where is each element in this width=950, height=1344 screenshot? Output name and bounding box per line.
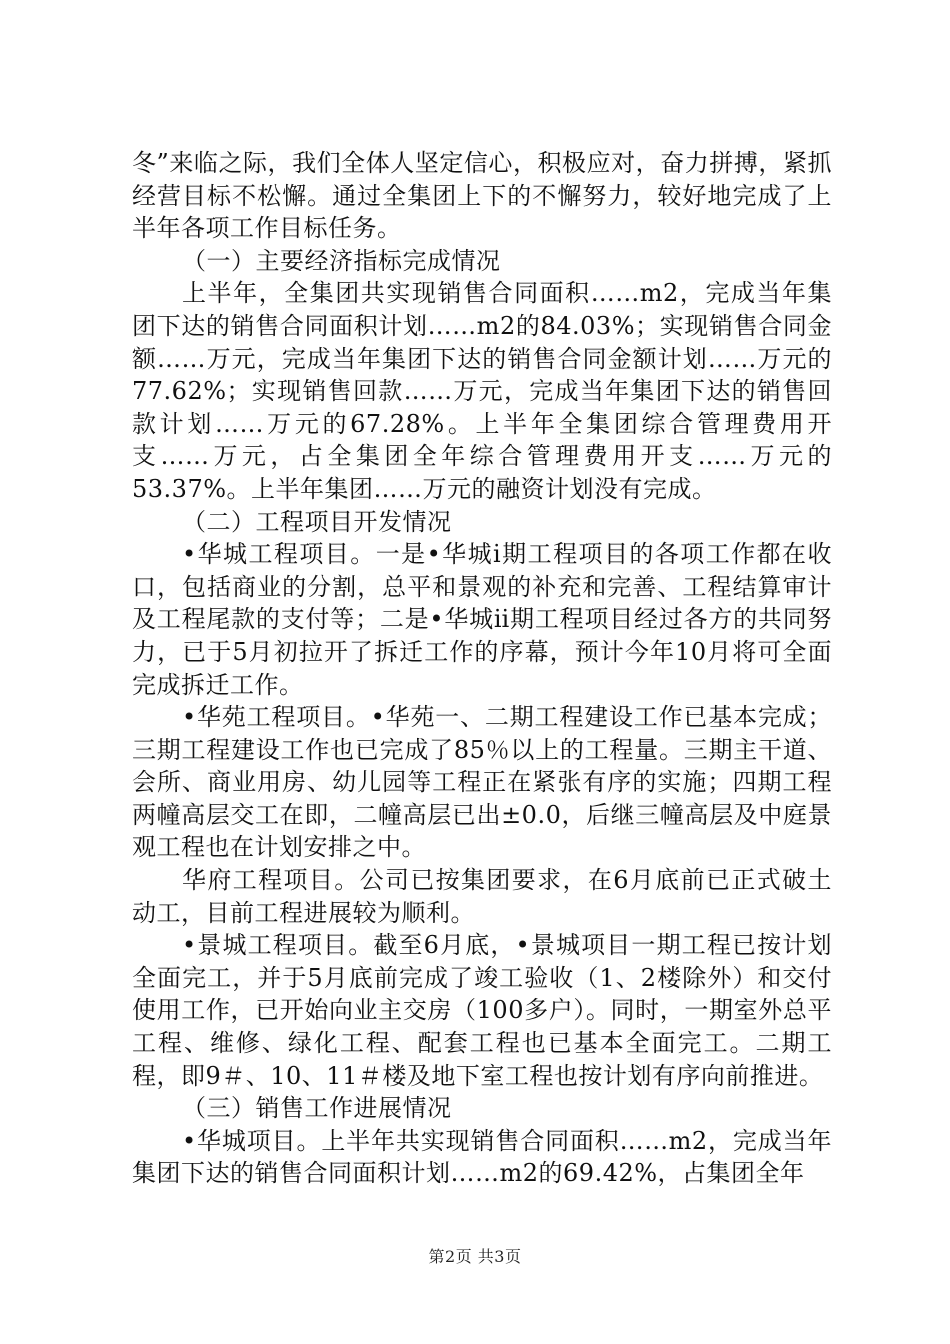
paragraph-huacheng-sales: •华城项目。上半年共实现销售合同面积……m2，完成当年集团下达的销售合同面积计划……m2的69.42%，占集团全年 xyxy=(132,1126,832,1188)
document-body xyxy=(132,147,832,1190)
paragraph-intro: 冬”来临之际，我们全体人坚定信心，积极应对，奋力拼搏，紧抓经营目标不松懈。通过全集团上下的不懈努力，较好地完成了上半年各项工作目标任务。 xyxy=(132,149,832,243)
paragraph-huafu-project: 华府工程项目。公司已按集团要求，在6月底前已正式破土动工，目前工程进展较为顺利。 xyxy=(132,866,832,927)
section-heading-sales-progress: （三）销售工作进展情况 xyxy=(182,1094,452,1123)
paragraph-huayuan-project: •华苑工程项目。•华苑一、二期工程建设工作已基本完成；三期工程建设工作也已完成了85％以上的工程量。三期主干道、会所、商业用房、幼儿园等工程正在紧张有序的实施；四期工程两幢高层交工在即，二幢高层已出±0.0，后继三幢高层及中庭景观工程也在计划安排之中。 xyxy=(132,703,832,862)
section-heading-project-development: （二）工程项目开发情况 xyxy=(182,507,452,536)
paragraph-economic-indicators: 上半年，全集团共实现销售合同面积……m2，完成当年集团下达的销售合同面积计划……m2的84.03%；实现销售合同金额……万元，完成当年集团下达的销售合同金额计划……万元的77.62%；实现销售回款……万元，完成当年集团下达的销售回款计划……万元的67.28%。上半年全集团综合管理费用开支……万元，占全集团全年综合管理费用开支……万元的53.37%。上半年集团……万元的融资计划没有完成。 xyxy=(132,279,832,503)
paragraph-jingcheng-project: •景城工程项目。截至6月底，•景城项目一期工程已按计划全面完工，并于5月底前完成了竣工验收（1、2楼除外）和交付使用工作，已开始向业主交房（100多户）。同时，一期室外总平工程、维修、绿化工程、配套工程也已基本全面完工。二期工程，即9＃、10、11＃楼及地下室工程也按计划有序向前推进。 xyxy=(132,931,832,1090)
paragraph-huacheng-project: •华城工程项目。一是•华城ⅰ期工程项目的各项工作都在收口，包括商业的分割，总平和景观的补充和完善、工程结算审计及工程尾款的支付等；二是•华城ⅱ期工程项目经过各方的共同努力，已于5月初拉开了拆迁工作的序幕，预计今年10月将可全面完成拆迁工作。 xyxy=(132,540,832,699)
page-footer: 第2页 共3页 xyxy=(428,1247,522,1266)
section-heading-economic-indicators: （一）主要经济指标完成情况 xyxy=(182,246,501,275)
